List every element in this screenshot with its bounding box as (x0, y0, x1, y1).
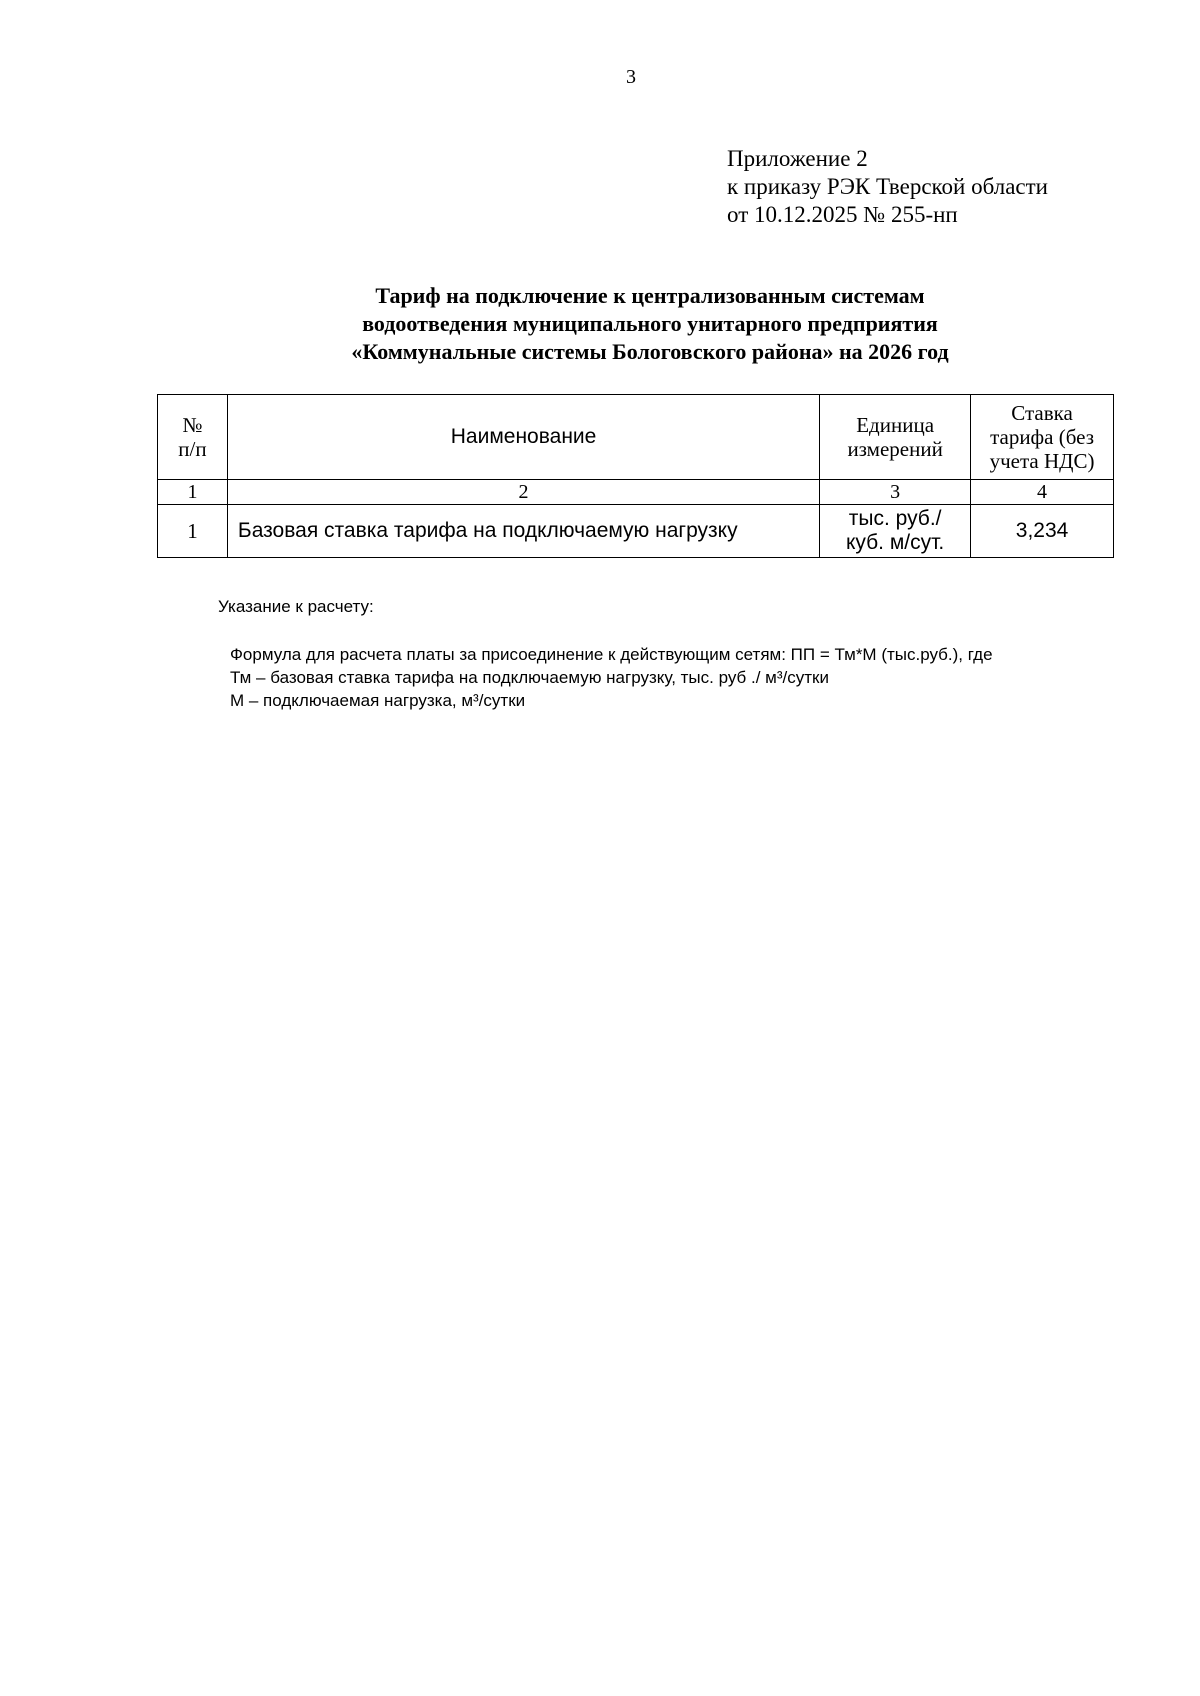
title-line-1: Тариф на подключение к централизованным системам (375, 283, 925, 308)
document-title (160, 282, 1140, 366)
appendix-reference (727, 145, 1048, 229)
formula-line-1: Формула для расчета платы за присоединение к действующим сетям: ПП = Тм*М (тыс.руб.), где (230, 645, 993, 664)
title-line-2: водоотведения муниципального унитарного предприятия (362, 311, 938, 336)
appendix-line-1: Приложение 2 (727, 146, 868, 171)
row-name: Базовая ставка тарифа на подключаемую нагрузку (227, 505, 819, 558)
header-unit: Единица измерений (820, 395, 971, 480)
formula-line-2: Тм – базовая ставка тарифа на подключаемую нагрузку, тыс. руб ./ м³/сутки (230, 668, 829, 687)
header-number: № п/п (158, 395, 228, 480)
row-unit: тыс. руб./ куб. м/сут. (820, 505, 971, 558)
appendix-line-2: к приказу РЭК Тверской области (727, 174, 1048, 199)
table-row (158, 505, 1114, 558)
formula-block (230, 643, 993, 712)
tariff-table (157, 394, 1114, 558)
row-rate: 3,234 (971, 505, 1114, 558)
title-line-3: «Коммунальные системы Бологовского района» на 2026 год (351, 339, 949, 364)
page-number: 3 (626, 66, 636, 88)
header-rate: Ставка тарифа (без учета НДС) (971, 395, 1114, 480)
column-number-3: 3 (820, 480, 971, 505)
header-name: Наименование (227, 395, 819, 480)
column-numbers-row (158, 480, 1114, 505)
column-number-2: 2 (227, 480, 819, 505)
calculation-note-label: Указание к расчету: (218, 597, 374, 616)
appendix-line-3: от 10.12.2025 № 255-нп (727, 202, 958, 227)
table-header-row (158, 395, 1114, 480)
column-number-4: 4 (971, 480, 1114, 505)
row-number: 1 (158, 505, 228, 558)
formula-line-3: М – подключаемая нагрузка, м³/сутки (230, 691, 526, 710)
column-number-1: 1 (158, 480, 228, 505)
